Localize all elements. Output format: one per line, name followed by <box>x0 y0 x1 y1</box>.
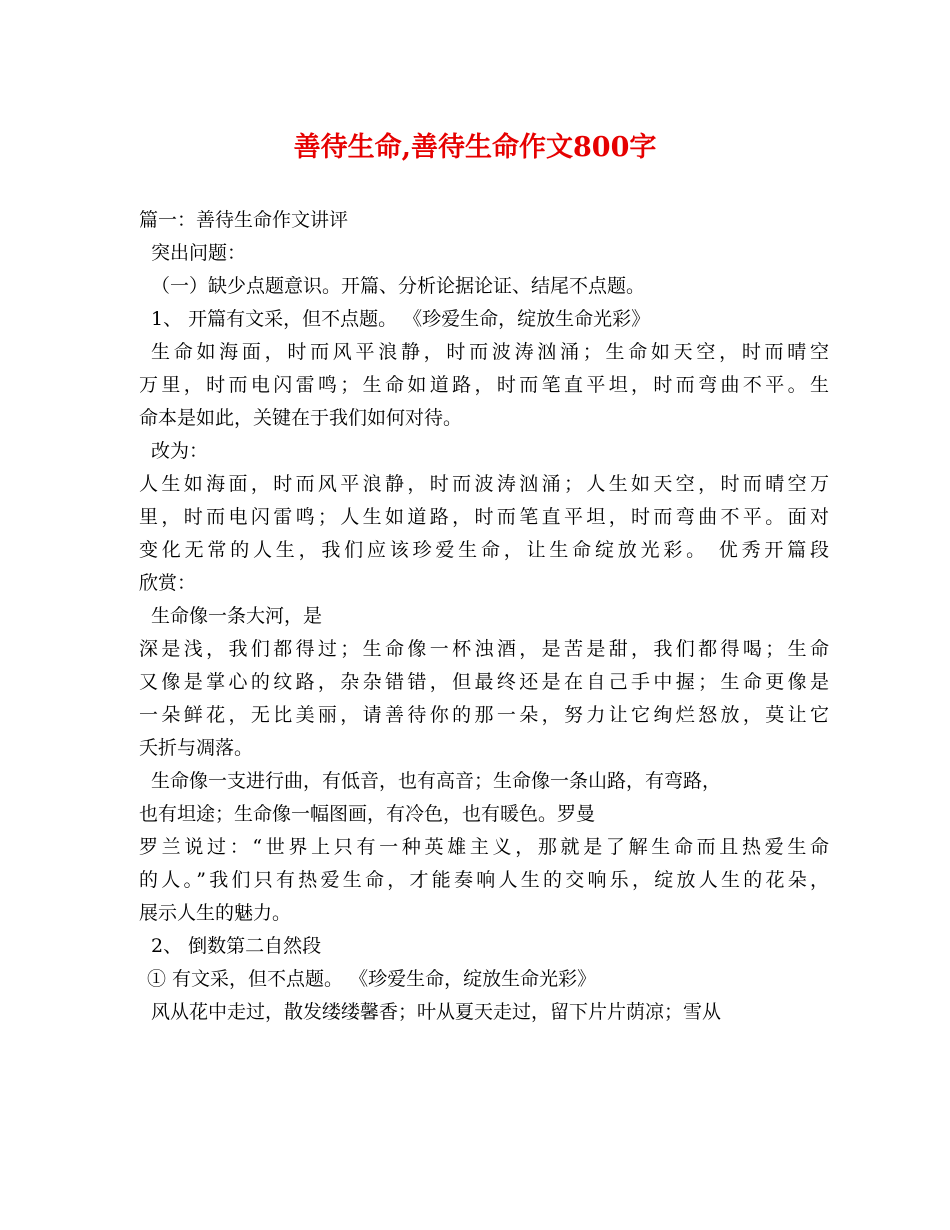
paragraph-line: 生命像一支进行曲，有低音，也有高音；生命像一条山路，有弯路， <box>151 770 722 792</box>
paragraph-line: 生命如海面，时而风平浪静，时而波涛汹涌；生命如天空，时而晴空 <box>151 341 829 363</box>
paragraph-line: 人生如海面，时而风平浪静，时而波涛汹涌；人生如天空，时而晴空万 <box>139 473 829 495</box>
paragraph-line: 生命像一条大河，是 <box>151 605 323 627</box>
paragraph-line: 2、 倒数第二自然段 <box>151 935 322 957</box>
paragraph-line: 一朵鲜花，无比美丽，请善待你的那一朵，努力让它绚烂怒放，莫让它 <box>139 704 829 726</box>
paragraph-line: 又像是掌心的纹路，杂杂错错，但最终还是在自己手中握；生命更像是 <box>139 671 829 693</box>
section-heading: 篇一：善待生命作文讲评 <box>139 209 349 231</box>
paragraph-line: 夭折与凋落。 <box>139 737 254 759</box>
paragraph-line: 欣赏： <box>139 572 197 594</box>
paragraph-line: （一）缺少点题意识。开篇、分析论据论证、结尾不点题。 <box>151 275 646 297</box>
paragraph-line: 也有坦途；生命像一幅图画，有冷色，也有暖色。罗曼 <box>139 803 596 825</box>
document-body <box>139 204 829 1029</box>
paragraph-line: 展示人生的魅力。 <box>139 902 292 924</box>
paragraph-line: ① 有文采，但不点题。 《珍爱生命，绽放生命光彩》 <box>147 968 597 990</box>
paragraph-line: 命本是如此，关键在于我们如何对待。 <box>139 407 463 429</box>
paragraph-line: 的人。”我们只有热爱生命，才能奏响人生的交响乐，绽放人生的花朵， <box>139 869 829 891</box>
paragraph-line: 改为： <box>151 440 209 462</box>
paragraph-line: 变化无常的人生，我们应该珍爱生命，让生命绽放光彩。 优秀开篇段 <box>139 539 829 561</box>
paragraph-line: 万里，时而电闪雷鸣；生命如道路，时而笔直平坦，时而弯曲不平。生 <box>139 374 829 396</box>
paragraph-line: 里，时而电闪雷鸣；人生如道路，时而笔直平坦，时而弯曲不平。面对 <box>139 506 829 528</box>
paragraph-line: 深是浅，我们都得过；生命像一杯浊酒，是苦是甜，我们都得喝；生命 <box>139 638 829 660</box>
paragraph-line: 1、 开篇有文采，但不点题。 《珍爱生命，绽放生命光彩》 <box>151 308 651 330</box>
paragraph-line: 罗兰说过：“世界上只有一种英雄主义，那就是了解生命而且热爱生命 <box>139 836 829 858</box>
paragraph-line: 风从花中走过，散发缕缕馨香；叶从夏天走过，留下片片荫凉；雪从 <box>151 1001 722 1023</box>
document-title: 善待生命,善待生命作文800字 <box>293 132 657 163</box>
paragraph-line: 突出问题： <box>151 242 247 264</box>
